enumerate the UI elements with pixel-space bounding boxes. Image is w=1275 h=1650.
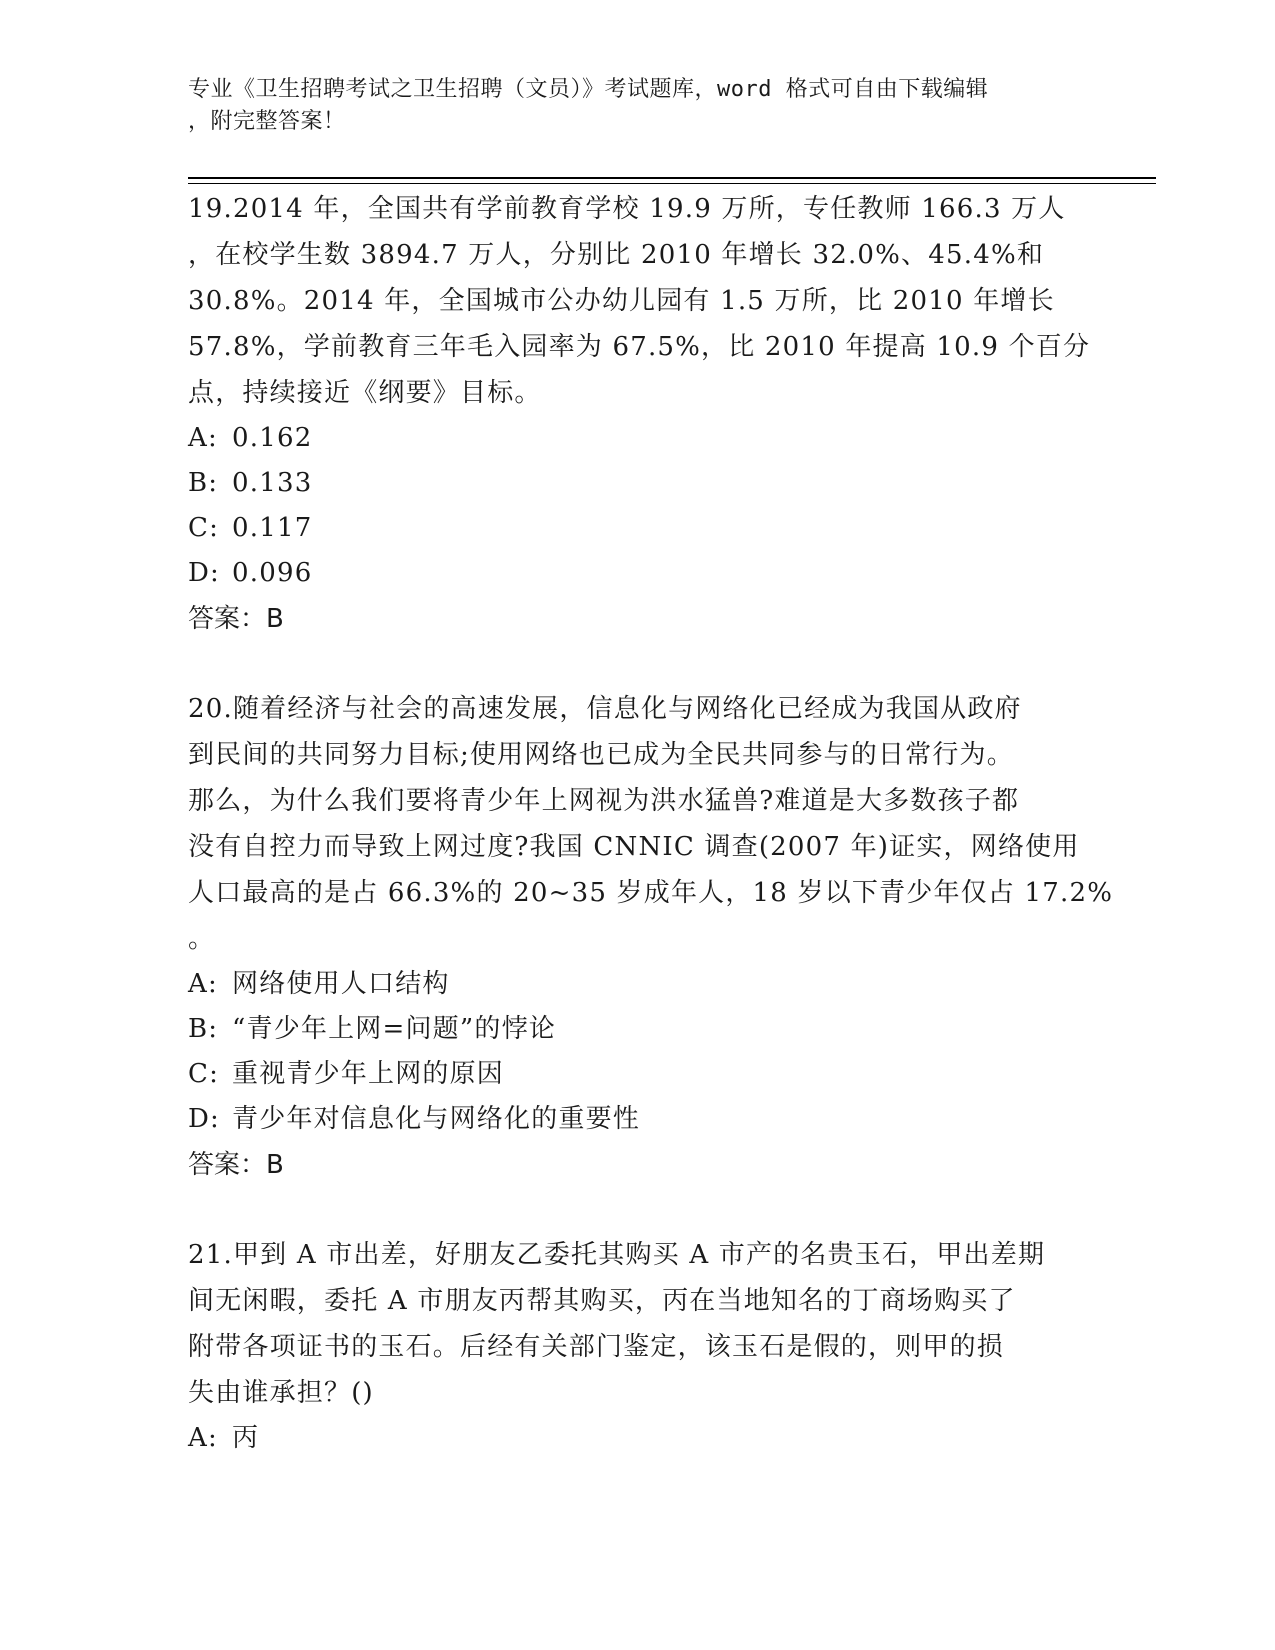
option-text: 网络使用人口结构 <box>232 969 450 999</box>
answer-option <box>188 461 1088 506</box>
question-stem-line: 21.甲到 A 市出差，好朋友乙委托其购买 A 市产的名贵玉石，甲出差期 <box>188 1240 1046 1270</box>
answer-option <box>188 962 1088 1007</box>
question-block <box>188 1232 1088 1461</box>
question-stem-line: 失由谁承担？() <box>188 1378 374 1408</box>
answer-option <box>188 551 1088 596</box>
answer-option <box>188 1416 1088 1461</box>
question-stem-line: 没有自控力而导致上网过度?我国 CNNIC 调查(2007 年)证实，网络使用 <box>188 832 1080 862</box>
option-text: 0.096 <box>232 558 313 588</box>
question-stem-line: 20.随着经济与社会的高速发展，信息化与网络化已经成为我国从政府 <box>188 694 1022 724</box>
option-text: 0.162 <box>232 423 313 453</box>
option-text: “青少年上网=问题”的悖论 <box>232 1014 556 1044</box>
option-key: C: <box>188 513 220 543</box>
answer-line: 答案：B <box>188 604 284 634</box>
option-key: D: <box>188 1104 221 1134</box>
question-stem-line: 人口最高的是占 66.3%的 20~35 岁成年人，18 岁以下青少年仅占 17.2% <box>188 878 1114 908</box>
option-key: B: <box>188 1014 219 1044</box>
header-title-line-2: ，附完整答案！ <box>188 109 346 134</box>
option-text: 0.117 <box>232 513 313 543</box>
question-stem-line: 附带各项证书的玉石。后经有关部门鉴定，该玉石是假的，则甲的损 <box>188 1332 1005 1362</box>
question-stem-line: 57.8%，学前教育三年毛入园率为 67.5%，比 2010 年提高 10.9 个百分 <box>188 332 1091 362</box>
page-header <box>188 74 1068 138</box>
option-key: D: <box>188 558 221 588</box>
header-title-line-1: 专业《卫生招聘考试之卫生招聘（文员）》考试题库，word 格式可自由下载编辑 <box>188 77 989 102</box>
option-text: 丙 <box>232 1423 260 1453</box>
question-stem-line: 那么，为什么我们要将青少年上网视为洪水猛兽?难道是大多数孩子都 <box>188 786 1020 816</box>
answer-option <box>188 1097 1088 1142</box>
answer-option <box>188 1007 1088 1052</box>
header-rule-thick <box>188 177 1156 179</box>
question-stem-line: 19.2014 年，全国共有学前教育学校 19.9 万所，专任教师 166.3 万人 <box>188 194 1066 224</box>
question-list <box>188 186 1114 1461</box>
option-key: B: <box>188 468 219 498</box>
option-key: A: <box>188 1423 218 1453</box>
option-key: A: <box>188 969 218 999</box>
question-stem-line: 点，持续接近《纲要》目标。 <box>188 378 542 408</box>
header-rule-thin <box>188 183 1156 184</box>
answer-option <box>188 1052 1088 1097</box>
option-text: 青少年对信息化与网络化的重要性 <box>232 1104 641 1134</box>
question-stem-line: 到民间的共同努力目标;使用网络也已成为全民共同参与的日常行为。 <box>188 740 1014 770</box>
option-text: 0.133 <box>232 468 313 498</box>
answer-line: 答案：B <box>188 1150 284 1180</box>
question-stem-line: 30.8%。2014 年，全国城市公办幼儿园有 1.5 万所，比 2010 年增长 <box>188 286 1055 316</box>
question-block <box>188 686 1114 1188</box>
option-text: 重视青少年上网的原因 <box>232 1059 505 1089</box>
option-key: A: <box>188 423 218 453</box>
question-stem-line: ，在校学生数 3894.7 万人，分别比 2010 年增长 32.0%、45.4%和 <box>188 240 1045 270</box>
option-key: C: <box>188 1059 220 1089</box>
question-stem-line: 间无闲暇，委托 A 市朋友丙帮其购买，丙在当地知名的丁商场购买了 <box>188 1286 1016 1316</box>
answer-option <box>188 506 1088 551</box>
answer-option <box>188 416 1088 461</box>
question-block <box>188 186 1091 642</box>
question-stem-line: 。 <box>188 924 216 954</box>
